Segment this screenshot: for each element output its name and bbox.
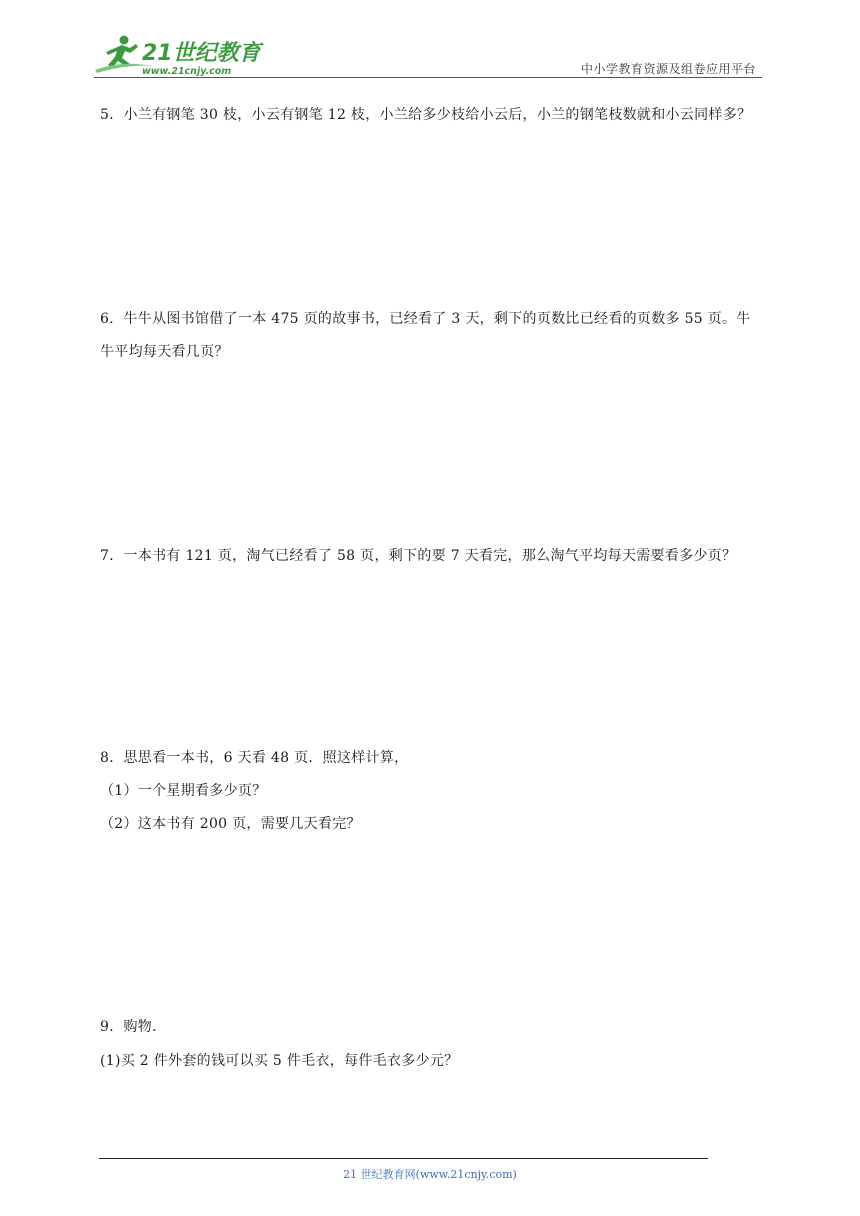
footer-divider	[99, 1158, 708, 1159]
header-divider	[94, 77, 762, 78]
question-9: 9．购物．	[100, 1019, 167, 1035]
logo-title: 21世纪教育	[142, 41, 261, 66]
question-8: 8．思思看一本书，6 天看 48 页．照这样计算，	[100, 750, 409, 766]
logo-url: www.21cnjy.com	[142, 66, 232, 77]
question-9-part-1: (1)买 2 件外套的钱可以买 5 件毛衣，每件毛衣多少元？	[100, 1053, 459, 1069]
question-5: 5．小兰有钢笔 30 枝，小云有钢笔 12 枝，小兰给多少枝给小云后，小兰的钢笔枝数就和小云同样多？	[100, 107, 752, 123]
logo	[92, 30, 267, 78]
question-6-line-1: 6．牛牛从图书馆借了一本 475 页的故事书，已经看了 3 天，剩下的页数比已经看的页数多 55 页。牛	[100, 311, 751, 327]
question-7: 7．一本书有 121 页，淘气已经看了 58 页，剩下的要 7 天看完，那么淘气平均每天需要看多少页？	[100, 548, 737, 564]
question-8-part-1: （1）一个星期看多少页？	[100, 783, 267, 799]
footer-link[interactable]: 21 世纪教育网(www.21cnjy.com)	[343, 1168, 517, 1181]
site-name: 中小学教育资源及组卷应用平台	[580, 62, 756, 76]
question-8-part-2: （2）这本书有 200 页，需要几天看完？	[100, 816, 361, 832]
page-header	[0, 0, 860, 80]
question-6-line-2: 牛平均每天看几页？	[100, 344, 229, 360]
